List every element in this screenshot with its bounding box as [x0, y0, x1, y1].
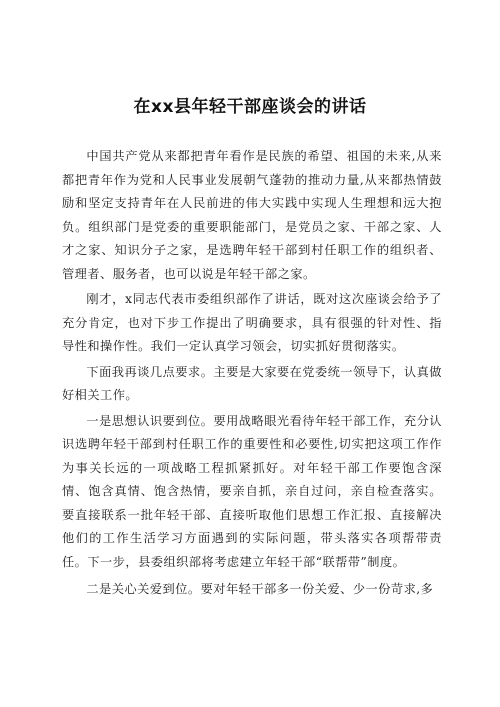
paragraph-point-two: 二是关心关爱到位。要对年轻干部多一份关爱、少一份苛求,多	[86, 582, 434, 596]
paragraph-remarks: 刚才，x同志代表市委组织部作了讲话，既对这次座谈会给予了充分肯定，也对下步工作提出了明确要求，具有很强的针对性、指导性和操作性。我们一定认真学习领会，切实抓好贯彻落实。	[62, 292, 442, 353]
paragraph-intro: 中国共产党从来都把青年看作是民族的希望、祖国的未来,从来都把青年作为党和人民事业发展朝气蓬勃的推动力量,从来都热情鼓励和坚定支持青年在人民前进的伟大实践中实现人生理想和远大抱负。组织部门是党委的重要职能部门，是党员之家、干部之家、人才之家、知识分子之家，是选聘年轻干部到村任职工作的组织者、管理者、服务者，也可以说是年轻干部之家。	[62, 149, 442, 281]
paragraph-requirements: 下面我再谈几点要求。主要是大家要在党委统一领导下，认真做好相关工作。	[62, 364, 442, 402]
document-title: 在xx县年轻干部座谈会的讲话	[133, 97, 367, 117]
document-body	[62, 145, 442, 604]
paragraph-point-one: 一是思想认识要到位。要用战略眼光看待年轻干部工作，充分认识选聘年轻干部到村任职工作的重要性和必要性,切实把这项工作作为事关长远的一项战略工程抓紧抓好。对年轻干部工作要饱含深情、饱含真情、饱含热情，要亲自抓，亲自过问，亲自检查落实。要直接联系一批年轻干部、直接听取他们思想工作汇报、直接解决他们的工作生活学习方面遇到的实际问题，带头落实各项帮带责任。下一步，县委组织部将考虑建立年轻干部“联帮带”制度。	[62, 413, 442, 569]
